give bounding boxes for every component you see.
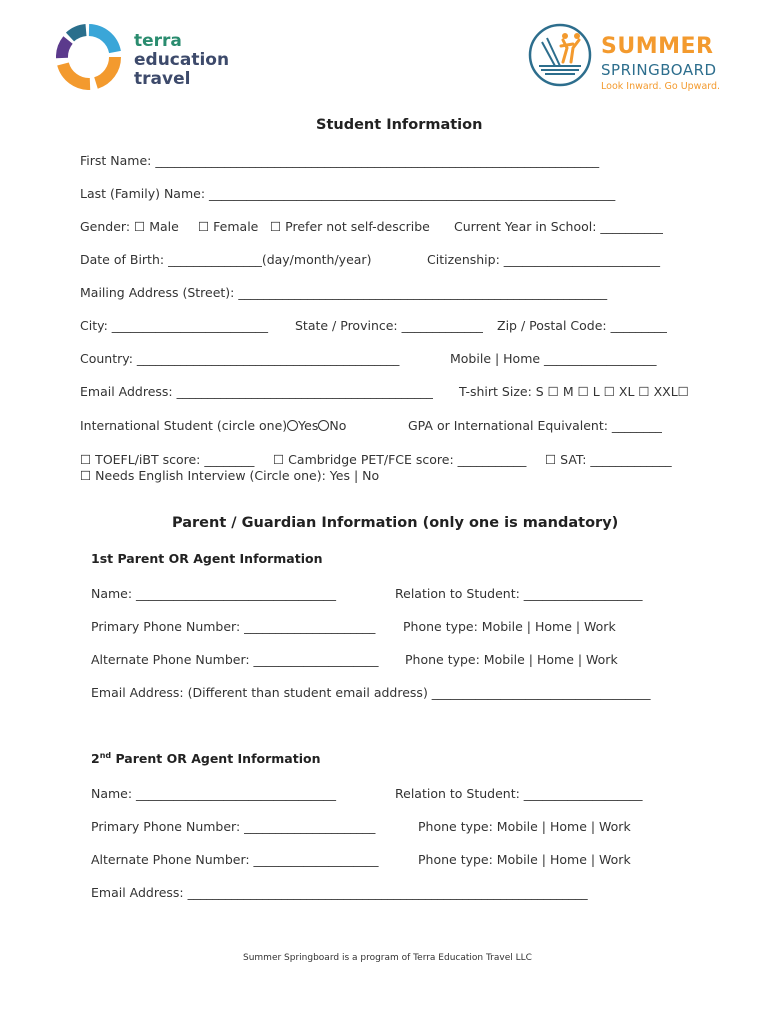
parent-info-heading: Parent / Guardian Information (only one is mandatory): [172, 515, 619, 531]
parent1-primary-phone-field[interactable]: Primary Phone Number: _____________________: [91, 619, 376, 634]
parent2-heading-text: Parent OR Agent Information: [111, 751, 321, 767]
parent2-alternate-phone-field[interactable]: Alternate Phone Number: ____________________: [91, 852, 379, 867]
parent1-relation-field[interactable]: Relation to Student: ___________________: [395, 586, 643, 601]
citizenship-field[interactable]: Citizenship: _________________________: [427, 252, 661, 267]
parent2-heading: [91, 751, 320, 766]
country-field[interactable]: Country: __________________________________________: [80, 351, 400, 366]
summer-wordmark: SUMMER: [601, 34, 714, 59]
parent2-relation-field[interactable]: Relation to Student: ___________________: [395, 786, 643, 801]
tshirt-size-options[interactable]: T-shirt Size: S ☐ M ☐ L ☐ XL ☐ XXL☐: [459, 384, 689, 399]
parent1-email-field[interactable]: Email Address: (Different than student email address) ___________________________________: [91, 685, 651, 700]
footer-text: Summer Springboard is a program of Terra Education Travel LLC: [243, 953, 532, 963]
current-year-field[interactable]: Current Year in School: __________: [454, 219, 663, 234]
parent2-primary-phone-field[interactable]: Primary Phone Number: _____________________: [91, 819, 376, 834]
no-radio[interactable]: [318, 420, 329, 431]
first-name-field[interactable]: First Name: _______________________________________________________________________: [80, 153, 600, 168]
tagline: Look Inward. Go Upward.: [601, 81, 721, 92]
student-info-heading: Student Information: [316, 117, 483, 133]
international-student-label: International Student (circle one): [80, 418, 288, 433]
zip-field[interactable]: Zip / Postal Code: _________: [497, 318, 667, 333]
parent2-primary-phone-type[interactable]: Phone type: Mobile | Home | Work: [418, 819, 631, 834]
parent2-email-field[interactable]: Email Address: ________________________________________________________________: [91, 885, 588, 900]
gender-prefer-not-checkbox[interactable]: ☐ Prefer not self-describe: [270, 219, 430, 234]
yes-radio[interactable]: [287, 420, 298, 431]
toefl-field[interactable]: ☐ TOEFL/iBT score: ________: [80, 452, 255, 467]
springboard-emblem-icon: [527, 22, 593, 88]
parent1-primary-phone-type[interactable]: Phone type: Mobile | Home | Work: [403, 619, 616, 634]
parent2-alternate-phone-type[interactable]: Phone type: Mobile | Home | Work: [418, 852, 631, 867]
summer-springboard-logo: [527, 20, 737, 100]
parent1-alternate-phone-type[interactable]: Phone type: Mobile | Home | Work: [405, 652, 618, 667]
no-label: No: [329, 418, 347, 433]
state-field[interactable]: State / Province: _____________: [295, 318, 483, 333]
parent2-heading-number: 2: [91, 751, 100, 767]
date-of-birth-field[interactable]: Date of Birth: _______________(day/month/year): [80, 252, 372, 267]
cambridge-field[interactable]: ☐ Cambridge PET/FCE score: ___________: [273, 452, 527, 467]
mailing-address-field[interactable]: Mailing Address (Street): ___________________________________________________________: [80, 285, 608, 300]
education-word: education: [134, 50, 230, 70]
terra-word: terra: [134, 31, 182, 51]
parent1-name-field[interactable]: Name: ________________________________: [91, 586, 337, 601]
parent2-name-field[interactable]: Name: ________________________________: [91, 786, 337, 801]
english-interview-field[interactable]: ☐ Needs English Interview (Circle one): Yes | No: [80, 468, 380, 483]
parent2-heading-suffix: nd: [99, 751, 112, 760]
parent1-heading: 1st Parent OR Agent Information: [91, 551, 323, 566]
terra-logo: [56, 24, 236, 94]
gender-male-checkbox[interactable]: Gender: ☐ Male: [80, 219, 179, 234]
travel-word: travel: [134, 69, 191, 89]
city-field[interactable]: City: _________________________: [80, 318, 269, 333]
springboard-wordmark: SPRINGBOARD: [601, 61, 717, 79]
mobile-home-field[interactable]: Mobile | Home __________________: [450, 351, 657, 366]
yes-label: Yes: [298, 418, 319, 433]
international-student-row: [80, 418, 346, 433]
sat-field[interactable]: ☐ SAT: _____________: [545, 452, 672, 467]
terra-ring-icon: [56, 24, 122, 90]
gender-female-checkbox[interactable]: ☐ Female: [198, 219, 259, 234]
email-field[interactable]: Email Address: _________________________________________: [80, 384, 433, 399]
last-name-field[interactable]: Last (Family) Name: _________________________________________________________________: [80, 186, 616, 201]
parent1-alternate-phone-field[interactable]: Alternate Phone Number: ____________________: [91, 652, 379, 667]
gpa-field[interactable]: GPA or International Equivalent: ________: [408, 418, 662, 433]
